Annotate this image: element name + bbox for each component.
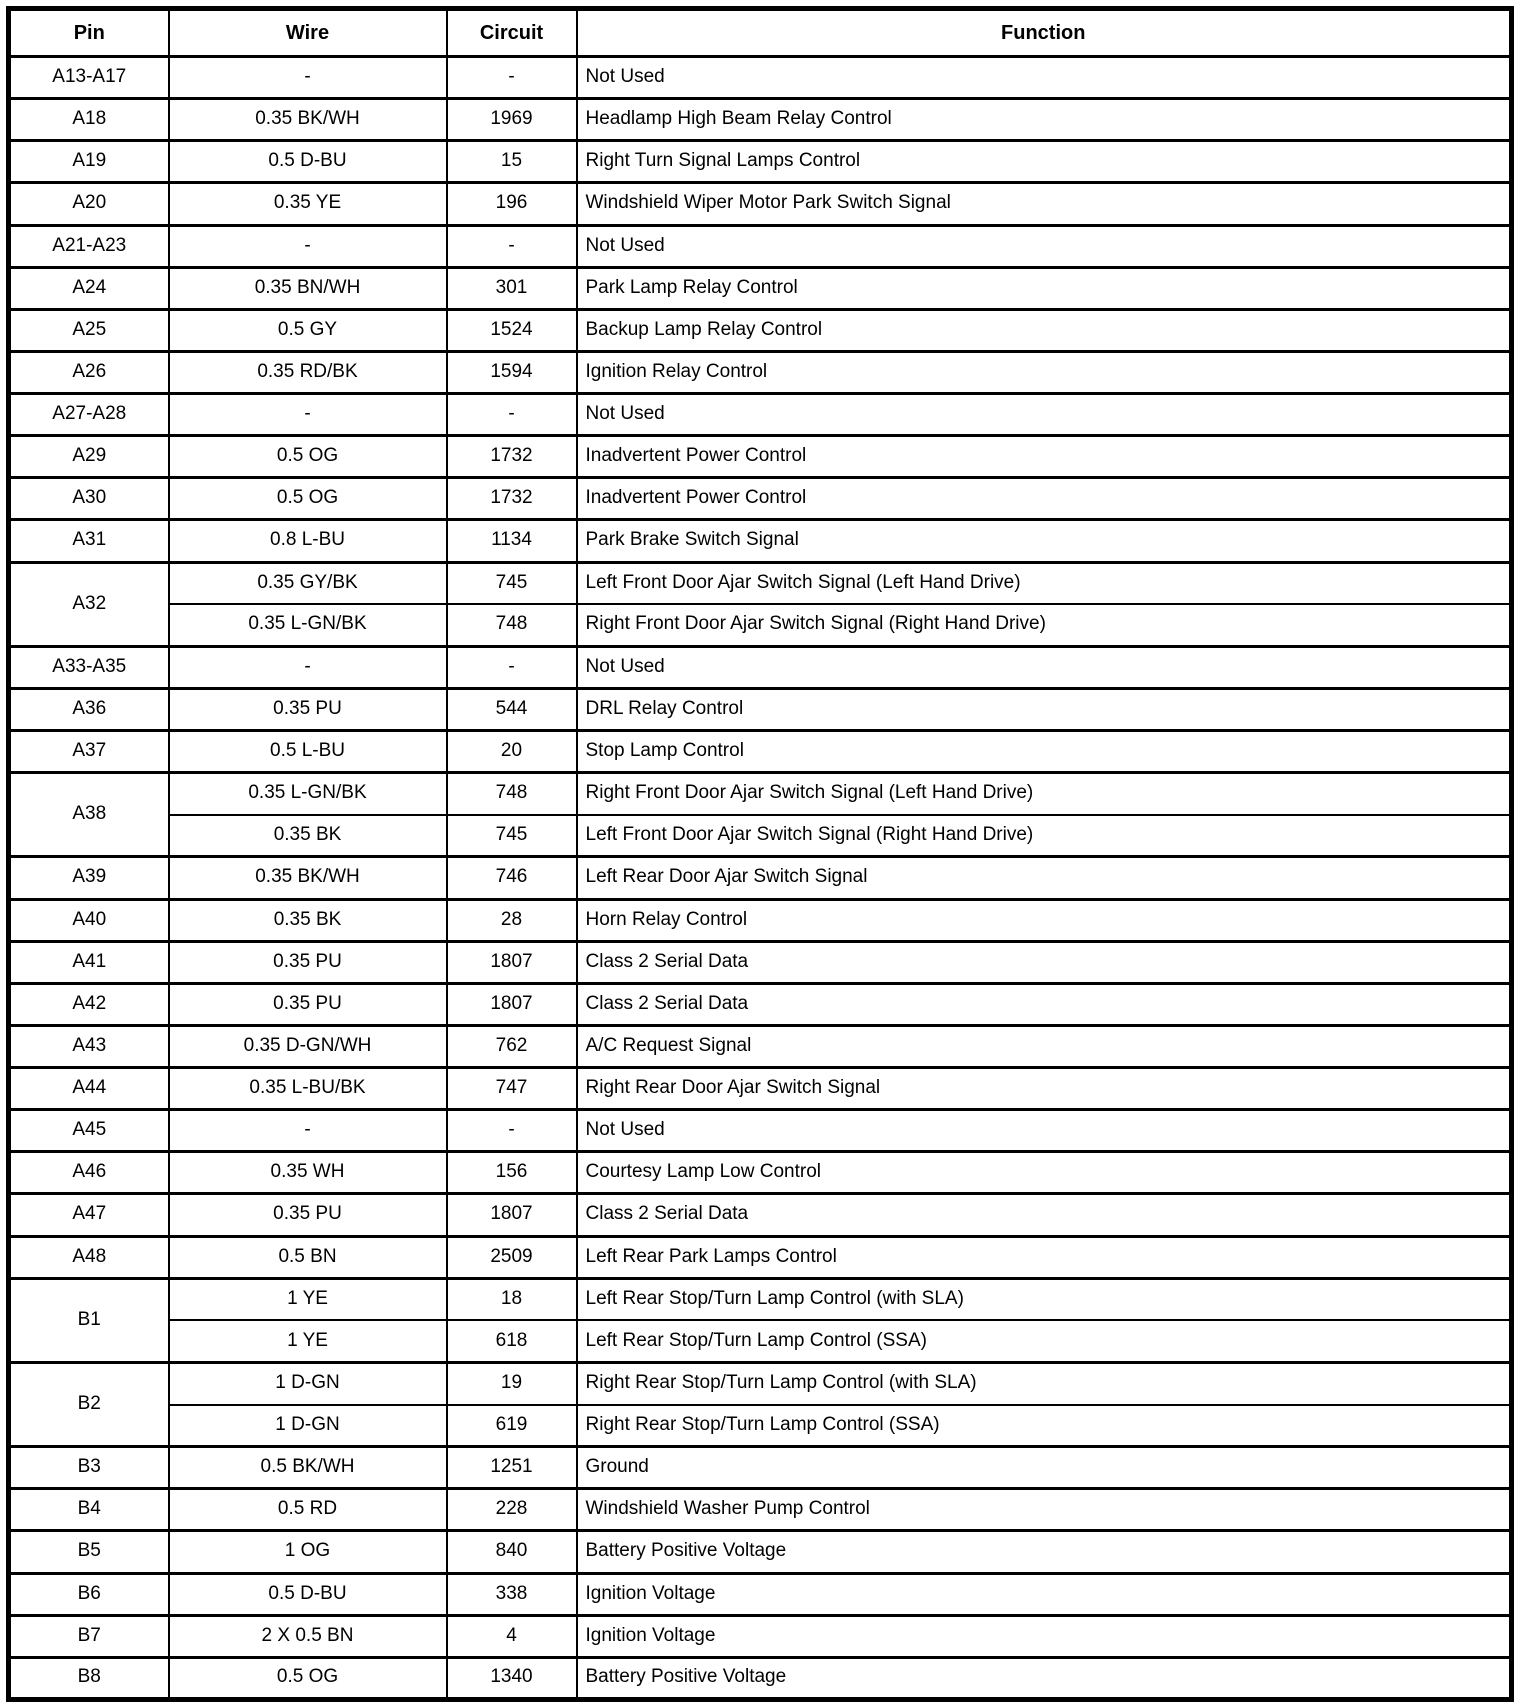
wire-cell: 0.35 PU bbox=[169, 688, 447, 730]
table-row bbox=[9, 1531, 1512, 1573]
circuit-cell: 1732 bbox=[447, 436, 577, 478]
wire-cell: 0.5 D-BU bbox=[169, 1573, 447, 1615]
pin-cell: A29 bbox=[9, 436, 169, 478]
table-row bbox=[9, 141, 1512, 183]
table-row bbox=[9, 773, 1512, 815]
table-row bbox=[9, 1194, 1512, 1236]
pin-cell: A41 bbox=[9, 941, 169, 983]
function-cell: Right Rear Stop/Turn Lamp Control (SSA) bbox=[577, 1405, 1512, 1447]
function-cell: Horn Relay Control bbox=[577, 899, 1512, 941]
circuit-cell: 762 bbox=[447, 1025, 577, 1067]
function-cell: Ground bbox=[577, 1447, 1512, 1489]
pin-cell: B4 bbox=[9, 1489, 169, 1531]
pin-cell: A32 bbox=[9, 562, 169, 646]
wire-cell: 0.5 BN bbox=[169, 1236, 447, 1278]
column-header-wire: Wire bbox=[169, 9, 447, 57]
circuit-cell: 1340 bbox=[447, 1657, 577, 1699]
wire-cell: 0.35 BK/WH bbox=[169, 99, 447, 141]
function-cell: Left Front Door Ajar Switch Signal (Left Hand Drive) bbox=[577, 562, 1512, 604]
wire-cell: 0.5 OG bbox=[169, 436, 447, 478]
circuit-cell: 840 bbox=[447, 1531, 577, 1573]
function-cell: Not Used bbox=[577, 646, 1512, 688]
pin-cell: A30 bbox=[9, 478, 169, 520]
wire-cell: 0.5 D-BU bbox=[169, 141, 447, 183]
pin-cell: B1 bbox=[9, 1278, 169, 1362]
pin-cell: B3 bbox=[9, 1447, 169, 1489]
table-row bbox=[9, 1152, 1512, 1194]
function-cell: Class 2 Serial Data bbox=[577, 941, 1512, 983]
function-cell: Inadvertent Power Control bbox=[577, 478, 1512, 520]
function-cell: Class 2 Serial Data bbox=[577, 983, 1512, 1025]
circuit-cell: - bbox=[447, 57, 577, 99]
circuit-cell: 1251 bbox=[447, 1447, 577, 1489]
circuit-cell: - bbox=[447, 225, 577, 267]
table-row bbox=[9, 436, 1512, 478]
wire-cell: 0.35 BN/WH bbox=[169, 267, 447, 309]
connector-pinout-table bbox=[6, 6, 1514, 1702]
circuit-cell: 745 bbox=[447, 562, 577, 604]
pin-cell: A27-A28 bbox=[9, 394, 169, 436]
table-row bbox=[9, 899, 1512, 941]
table-row bbox=[9, 1447, 1512, 1489]
function-cell: Park Lamp Relay Control bbox=[577, 267, 1512, 309]
function-cell: Ignition Relay Control bbox=[577, 351, 1512, 393]
function-cell: Windshield Washer Pump Control bbox=[577, 1489, 1512, 1531]
circuit-cell: 1594 bbox=[447, 351, 577, 393]
function-cell: Park Brake Switch Signal bbox=[577, 520, 1512, 562]
circuit-cell: 746 bbox=[447, 857, 577, 899]
pin-cell: B6 bbox=[9, 1573, 169, 1615]
wire-cell: - bbox=[169, 646, 447, 688]
wire-cell: 0.35 PU bbox=[169, 1194, 447, 1236]
pin-cell: B8 bbox=[9, 1657, 169, 1699]
circuit-cell: 748 bbox=[447, 773, 577, 815]
wire-cell: 0.35 BK bbox=[169, 815, 447, 857]
wire-cell: 1 YE bbox=[169, 1320, 447, 1362]
wire-cell: 0.5 L-BU bbox=[169, 731, 447, 773]
function-cell: Left Front Door Ajar Switch Signal (Right Hand Drive) bbox=[577, 815, 1512, 857]
table-row bbox=[9, 57, 1512, 99]
pin-cell: A18 bbox=[9, 99, 169, 141]
pin-cell: A19 bbox=[9, 141, 169, 183]
function-cell: Right Turn Signal Lamps Control bbox=[577, 141, 1512, 183]
function-cell: Class 2 Serial Data bbox=[577, 1194, 1512, 1236]
table-body bbox=[9, 57, 1512, 1700]
circuit-cell: 301 bbox=[447, 267, 577, 309]
wire-cell: 0.35 YE bbox=[169, 183, 447, 225]
pin-cell: A37 bbox=[9, 731, 169, 773]
table-row bbox=[9, 394, 1512, 436]
function-cell: Battery Positive Voltage bbox=[577, 1657, 1512, 1699]
function-cell: Headlamp High Beam Relay Control bbox=[577, 99, 1512, 141]
pin-cell: A38 bbox=[9, 773, 169, 857]
wire-cell: 0.35 D-GN/WH bbox=[169, 1025, 447, 1067]
function-cell: Not Used bbox=[577, 1110, 1512, 1152]
circuit-cell: 338 bbox=[447, 1573, 577, 1615]
wire-cell: 0.35 RD/BK bbox=[169, 351, 447, 393]
circuit-cell: 619 bbox=[447, 1405, 577, 1447]
wire-cell: 0.8 L-BU bbox=[169, 520, 447, 562]
function-cell: Left Rear Door Ajar Switch Signal bbox=[577, 857, 1512, 899]
wire-cell: 0.35 L-BU/BK bbox=[169, 1068, 447, 1110]
table-subrow bbox=[9, 604, 1512, 646]
wire-cell: 0.5 GY bbox=[169, 309, 447, 351]
pin-cell: B5 bbox=[9, 1531, 169, 1573]
column-header-circuit: Circuit bbox=[447, 9, 577, 57]
table-row bbox=[9, 267, 1512, 309]
pin-cell: A39 bbox=[9, 857, 169, 899]
circuit-cell: 28 bbox=[447, 899, 577, 941]
function-cell: A/C Request Signal bbox=[577, 1025, 1512, 1067]
pin-cell: A26 bbox=[9, 351, 169, 393]
pin-cell: A43 bbox=[9, 1025, 169, 1067]
table-row bbox=[9, 351, 1512, 393]
wire-cell: - bbox=[169, 1110, 447, 1152]
pin-cell: A33-A35 bbox=[9, 646, 169, 688]
table-row bbox=[9, 183, 1512, 225]
wire-cell: 0.35 L-GN/BK bbox=[169, 773, 447, 815]
pin-cell: A21-A23 bbox=[9, 225, 169, 267]
wire-cell: - bbox=[169, 57, 447, 99]
table-row bbox=[9, 1068, 1512, 1110]
function-cell: Courtesy Lamp Low Control bbox=[577, 1152, 1512, 1194]
circuit-cell: 1732 bbox=[447, 478, 577, 520]
circuit-cell: 745 bbox=[447, 815, 577, 857]
table-subrow bbox=[9, 815, 1512, 857]
wire-cell: 2 X 0.5 BN bbox=[169, 1615, 447, 1657]
column-header-pin: Pin bbox=[9, 9, 169, 57]
function-cell: Right Front Door Ajar Switch Signal (Left Hand Drive) bbox=[577, 773, 1512, 815]
wire-cell: 0.35 GY/BK bbox=[169, 562, 447, 604]
function-cell: Right Front Door Ajar Switch Signal (Right Hand Drive) bbox=[577, 604, 1512, 646]
table-row bbox=[9, 1025, 1512, 1067]
table-row bbox=[9, 1362, 1512, 1404]
circuit-cell: 19 bbox=[447, 1362, 577, 1404]
pin-cell: A44 bbox=[9, 1068, 169, 1110]
function-cell: Backup Lamp Relay Control bbox=[577, 309, 1512, 351]
pin-cell: A13-A17 bbox=[9, 57, 169, 99]
function-cell: Ignition Voltage bbox=[577, 1573, 1512, 1615]
wire-cell: 1 D-GN bbox=[169, 1362, 447, 1404]
circuit-cell: 748 bbox=[447, 604, 577, 646]
pin-cell: A47 bbox=[9, 1194, 169, 1236]
pin-cell: A31 bbox=[9, 520, 169, 562]
pin-cell: A40 bbox=[9, 899, 169, 941]
table-row bbox=[9, 646, 1512, 688]
table-row bbox=[9, 562, 1512, 604]
table-row bbox=[9, 309, 1512, 351]
wire-cell: 1 YE bbox=[169, 1278, 447, 1320]
circuit-cell: - bbox=[447, 1110, 577, 1152]
pin-cell: A25 bbox=[9, 309, 169, 351]
table-row bbox=[9, 225, 1512, 267]
circuit-cell: 228 bbox=[447, 1489, 577, 1531]
pin-cell: A45 bbox=[9, 1110, 169, 1152]
wire-cell: 0.5 OG bbox=[169, 478, 447, 520]
circuit-cell: 1524 bbox=[447, 309, 577, 351]
pin-cell: A24 bbox=[9, 267, 169, 309]
wire-cell: 0.35 PU bbox=[169, 983, 447, 1025]
table-row bbox=[9, 1278, 1512, 1320]
table-row bbox=[9, 1110, 1512, 1152]
circuit-cell: 196 bbox=[447, 183, 577, 225]
function-cell: Inadvertent Power Control bbox=[577, 436, 1512, 478]
wire-cell: 0.35 PU bbox=[169, 941, 447, 983]
table-row bbox=[9, 1657, 1512, 1699]
function-cell: Left Rear Park Lamps Control bbox=[577, 1236, 1512, 1278]
circuit-cell: 20 bbox=[447, 731, 577, 773]
wire-cell: 0.35 L-GN/BK bbox=[169, 604, 447, 646]
function-cell: Not Used bbox=[577, 225, 1512, 267]
function-cell: Ignition Voltage bbox=[577, 1615, 1512, 1657]
table-row bbox=[9, 688, 1512, 730]
function-cell: Right Rear Door Ajar Switch Signal bbox=[577, 1068, 1512, 1110]
circuit-cell: - bbox=[447, 394, 577, 436]
pin-cell: A20 bbox=[9, 183, 169, 225]
table-subrow bbox=[9, 1320, 1512, 1362]
wire-cell: 0.5 BK/WH bbox=[169, 1447, 447, 1489]
circuit-cell: 18 bbox=[447, 1278, 577, 1320]
table-row bbox=[9, 1615, 1512, 1657]
circuit-cell: 15 bbox=[447, 141, 577, 183]
pin-cell: A36 bbox=[9, 688, 169, 730]
table-row bbox=[9, 941, 1512, 983]
table-row bbox=[9, 520, 1512, 562]
circuit-cell: 4 bbox=[447, 1615, 577, 1657]
table-row bbox=[9, 478, 1512, 520]
wire-cell: 0.35 BK bbox=[169, 899, 447, 941]
wire-cell: 0.35 BK/WH bbox=[169, 857, 447, 899]
function-cell: Not Used bbox=[577, 394, 1512, 436]
circuit-cell: 544 bbox=[447, 688, 577, 730]
circuit-cell: 2509 bbox=[447, 1236, 577, 1278]
function-cell: Battery Positive Voltage bbox=[577, 1531, 1512, 1573]
function-cell: Left Rear Stop/Turn Lamp Control (SSA) bbox=[577, 1320, 1512, 1362]
circuit-cell: 1807 bbox=[447, 983, 577, 1025]
wire-cell: 1 D-GN bbox=[169, 1405, 447, 1447]
table-row bbox=[9, 731, 1512, 773]
wire-cell: 0.5 OG bbox=[169, 1657, 447, 1699]
function-cell: Not Used bbox=[577, 57, 1512, 99]
wire-cell: - bbox=[169, 225, 447, 267]
pin-cell: A46 bbox=[9, 1152, 169, 1194]
wire-cell: 1 OG bbox=[169, 1531, 447, 1573]
circuit-cell: 747 bbox=[447, 1068, 577, 1110]
table-row bbox=[9, 983, 1512, 1025]
table-row bbox=[9, 857, 1512, 899]
pin-cell: A42 bbox=[9, 983, 169, 1025]
circuit-cell: 1807 bbox=[447, 941, 577, 983]
pin-cell: A48 bbox=[9, 1236, 169, 1278]
circuit-cell: 1969 bbox=[447, 99, 577, 141]
wire-cell: 0.35 WH bbox=[169, 1152, 447, 1194]
table-row bbox=[9, 1236, 1512, 1278]
table-row bbox=[9, 1489, 1512, 1531]
table-row bbox=[9, 1573, 1512, 1615]
circuit-cell: 1807 bbox=[447, 1194, 577, 1236]
wire-cell: - bbox=[169, 394, 447, 436]
header-row bbox=[9, 9, 1512, 57]
function-cell: Stop Lamp Control bbox=[577, 731, 1512, 773]
pin-cell: B7 bbox=[9, 1615, 169, 1657]
wire-cell: 0.5 RD bbox=[169, 1489, 447, 1531]
table-row bbox=[9, 99, 1512, 141]
table-subrow bbox=[9, 1405, 1512, 1447]
circuit-cell: 618 bbox=[447, 1320, 577, 1362]
function-cell: Windshield Wiper Motor Park Switch Signal bbox=[577, 183, 1512, 225]
circuit-cell: 156 bbox=[447, 1152, 577, 1194]
function-cell: DRL Relay Control bbox=[577, 688, 1512, 730]
function-cell: Left Rear Stop/Turn Lamp Control (with SLA) bbox=[577, 1278, 1512, 1320]
column-header-function: Function bbox=[577, 9, 1512, 57]
function-cell: Right Rear Stop/Turn Lamp Control (with SLA) bbox=[577, 1362, 1512, 1404]
circuit-cell: 1134 bbox=[447, 520, 577, 562]
circuit-cell: - bbox=[447, 646, 577, 688]
pin-cell: B2 bbox=[9, 1362, 169, 1446]
